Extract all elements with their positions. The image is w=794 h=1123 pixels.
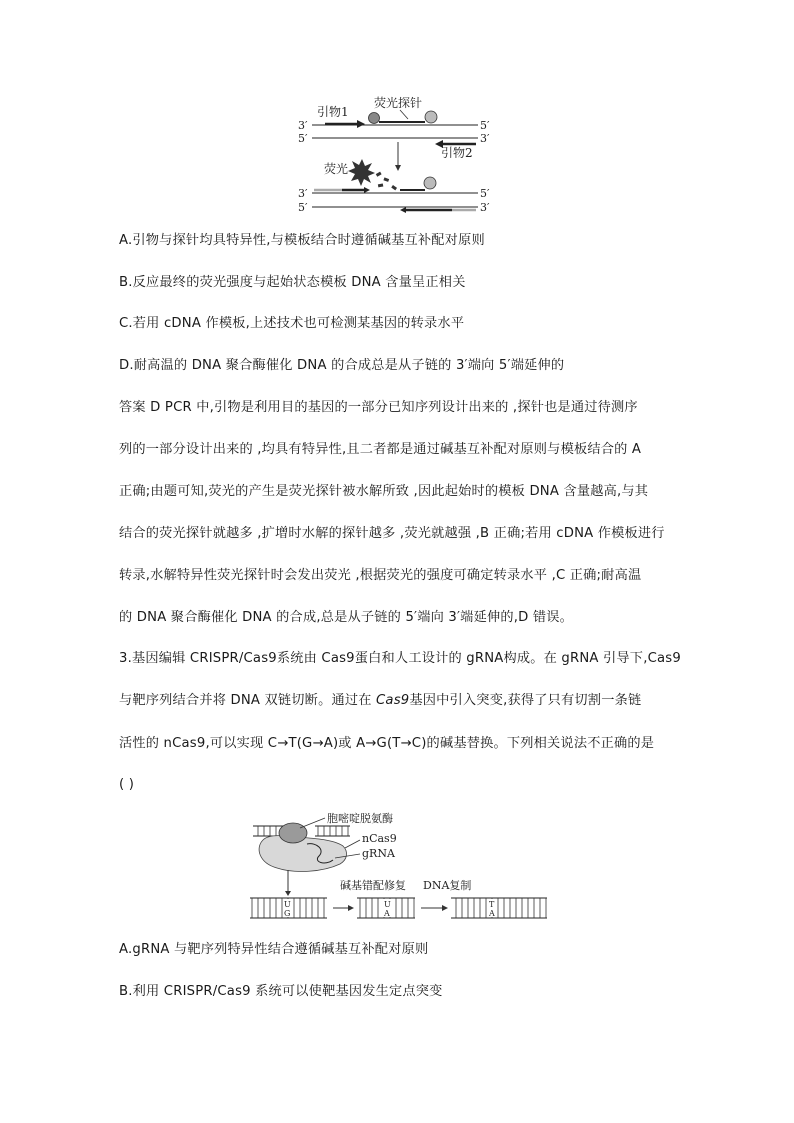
answer-line-5: 转录,水解特异性荧光探针时会发出荧光 ,根据荧光的强度可确定转录水平 ,C 正确;耐高温 bbox=[119, 568, 642, 583]
answer-bracket: ( ) bbox=[119, 777, 135, 792]
ncas9-protein-shape bbox=[259, 836, 346, 872]
answer-line-6: 的 DNA 聚合酶催化 DNA 的合成,总是从子链的 5′端向 3′端延伸的,D 错误。 bbox=[119, 610, 574, 625]
fluorescence-label: 荧光 bbox=[324, 162, 349, 176]
answer-line-2: 列的一部分设计出来的 ,均具有特异性,且二者都是通过碱基互补配对原则与模板结合的 A bbox=[119, 442, 642, 457]
end-label-5prime-bot1: 5′ bbox=[480, 187, 490, 200]
option-d-q2: D.耐高温的 DNA 聚合酶催化 DNA 的合成总是从子链的 3′端向 5′端延伸的 bbox=[119, 358, 565, 373]
primer1-arrowhead bbox=[357, 120, 365, 128]
figure-taqman-probe bbox=[290, 92, 505, 217]
option-a-q3: A.gRNA 与靶序列特异性结合遵循碱基互补配对原则 bbox=[119, 942, 429, 957]
end-label-5prime-bot2: 5′ bbox=[298, 201, 308, 214]
question3-line-2 bbox=[119, 692, 641, 710]
answer-line-1: 答案 D PCR 中,引物是利用目的基因的一部分已知序列设计出来的 ,探针也是通过待测序 bbox=[119, 400, 638, 415]
cas9-gene-italic: Cas9 bbox=[376, 693, 410, 708]
process-arrowhead bbox=[395, 165, 401, 171]
dna-rungs-right bbox=[317, 826, 350, 836]
primer1-extended-arrowhead bbox=[364, 187, 370, 193]
question3-line-3: 活性的 nCas9,可以实现 C→T(G→A)或 A→G(T→C)的碱基替换。下列相关说法不正确的是 bbox=[119, 736, 655, 751]
segment1-base-g: G bbox=[284, 909, 291, 918]
option-b-q2: B.反应最终的荧光强度与起始状态模板 DNA 含量呈正相关 bbox=[119, 275, 466, 290]
question3-line-2-part1: 与靶序列结合并将 DNA 双链切断。通过在 bbox=[119, 693, 377, 708]
figure-base-editing bbox=[245, 808, 555, 923]
fragment-4 bbox=[391, 185, 397, 190]
question3-line-2-part2: 基因中引入突变,获得了只有切割一条链 bbox=[409, 693, 642, 708]
option-a-q2: A.引物与探针均具特异性,与模板结合时遵循碱基互补配对原则 bbox=[119, 233, 485, 248]
arrow-1-head bbox=[348, 905, 354, 911]
arrow-2-head bbox=[442, 905, 448, 911]
fragment-2 bbox=[383, 177, 389, 182]
end-label-3prime-bot1: 3′ bbox=[298, 187, 308, 200]
segment3-base-a: A bbox=[489, 909, 495, 918]
fluorescence-burst-icon bbox=[348, 159, 375, 186]
end-label-3prime-top1: 3′ bbox=[298, 119, 308, 132]
replication-label: DNA复制 bbox=[423, 879, 472, 892]
probe-pointer-line bbox=[400, 110, 408, 119]
primer1-label: 引物1 bbox=[317, 105, 349, 119]
segment3-base-t: T bbox=[489, 900, 495, 909]
reporter-circle-released bbox=[424, 177, 436, 189]
quencher-circle bbox=[369, 113, 380, 124]
ncas9-label: nCas9 bbox=[362, 832, 397, 845]
fragment-3 bbox=[378, 183, 383, 187]
grna-label: gRNA bbox=[362, 847, 395, 860]
segment1-base-u: U bbox=[284, 900, 291, 909]
deaminase-label: 胞嘧啶脱氨酶 bbox=[327, 812, 393, 825]
end-label-3prime-top2: 3′ bbox=[480, 132, 490, 145]
segment2-base-u: U bbox=[384, 900, 391, 909]
segment3-rungs bbox=[452, 898, 547, 918]
primer2-label: 引物2 bbox=[441, 146, 473, 160]
ncas9-pointer bbox=[345, 840, 360, 848]
option-c-q2: C.若用 cDNA 作模板,上述技术也可检测某基因的转录水平 bbox=[119, 316, 465, 331]
repair-label: 碱基错配修复 bbox=[340, 879, 406, 892]
option-b-q3: B.利用 CRISPR/Cas9 系统可以使靶基因发生定点突变 bbox=[119, 984, 443, 999]
end-label-5prime-top1: 5′ bbox=[480, 119, 490, 132]
end-label-3prime-bot2: 3′ bbox=[480, 201, 490, 214]
answer-line-3: 正确;由题可知,荧光的产生是荧光探针被水解所致 ,因此起始时的模板 DNA 含量越高,与其 bbox=[119, 484, 649, 499]
question3-line-1: 3.基因编辑 CRISPR/Cas9系统由 Cas9蛋白和人工设计的 gRNA构成。在 gRNA 引导下,Cas9 bbox=[119, 651, 681, 666]
answer-line-4: 结合的荧光探针就越多 ,扩增时水解的探针越多 ,荧光就越强 ,B 正确;若用 cDNA 作模板进行 bbox=[119, 526, 665, 541]
deaminase-shape bbox=[279, 823, 307, 843]
down-arrowhead bbox=[285, 891, 291, 896]
segment2-base-a: A bbox=[384, 909, 390, 918]
probe-label: 荧光探针 bbox=[374, 96, 423, 110]
fragment-1 bbox=[376, 172, 382, 177]
reporter-circle bbox=[425, 111, 437, 123]
end-label-5prime-top2: 5′ bbox=[298, 132, 308, 145]
